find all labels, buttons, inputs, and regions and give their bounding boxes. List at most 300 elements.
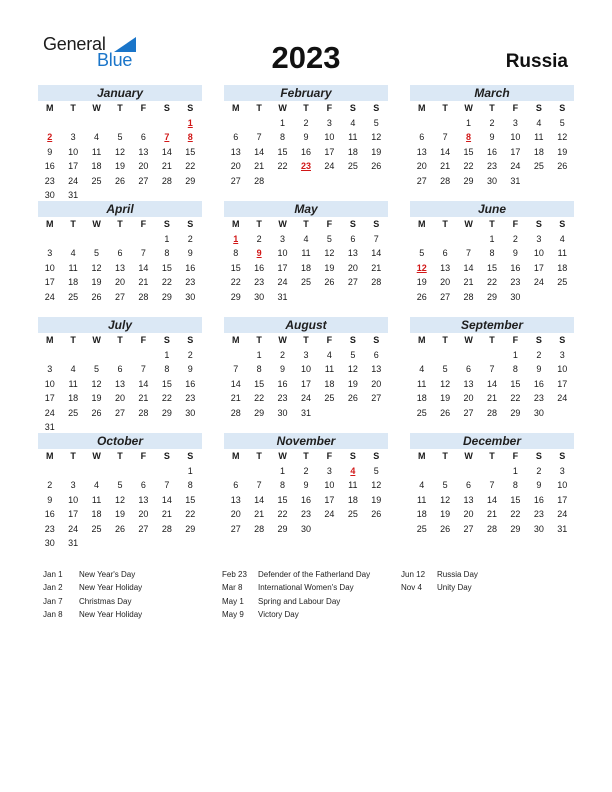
weekday-label: W xyxy=(92,219,101,229)
holiday-date: Feb 23 xyxy=(222,570,247,579)
day-cell: 21 xyxy=(463,277,474,287)
day-cell: 12 xyxy=(114,494,125,505)
day-cell: 19 xyxy=(557,146,568,157)
day-cell: 30 xyxy=(533,407,544,418)
day-cell: 5 xyxy=(326,233,332,244)
holiday-entry xyxy=(401,568,478,581)
day-cell: 22 xyxy=(185,161,196,171)
day-cell: 18 xyxy=(68,277,79,287)
day-cell: 13 xyxy=(416,146,427,157)
day-cell: 28 xyxy=(161,523,172,534)
day-cell: 3 xyxy=(536,233,542,244)
day-cell: 9 xyxy=(536,364,542,374)
empty-cell xyxy=(155,464,178,479)
day-cell: 5 xyxy=(117,132,123,142)
day-cell: 17 xyxy=(324,494,335,505)
day-cell: 14 xyxy=(161,146,172,157)
day-cell: 19 xyxy=(371,146,382,157)
day-cell: 3 xyxy=(47,364,53,374)
logo-word-blue: Blue xyxy=(97,50,133,70)
empty-cell xyxy=(433,464,456,479)
weekday-label: T xyxy=(489,451,495,461)
weekday-label: S xyxy=(349,451,356,461)
holiday-name: Russia Day xyxy=(437,570,478,579)
holiday-day-cell: 2 xyxy=(47,132,53,142)
day-cell: 30 xyxy=(510,291,521,302)
day-cell: 4 xyxy=(536,117,542,128)
day-cell: 18 xyxy=(68,393,79,403)
day-cell: 10 xyxy=(300,364,311,374)
holiday-entry xyxy=(43,568,142,581)
day-cell: 10 xyxy=(533,248,544,258)
day-cell: 26 xyxy=(371,161,382,171)
empty-cell xyxy=(108,348,131,363)
weekday-label: W xyxy=(92,451,101,461)
day-cell: 11 xyxy=(68,262,78,273)
day-cell: 18 xyxy=(347,494,358,505)
day-cell: 27 xyxy=(463,407,474,418)
day-cell: 31 xyxy=(68,190,79,200)
day-cell: 1 xyxy=(280,117,286,128)
day-cell: 28 xyxy=(254,523,265,534)
weekday-label: T xyxy=(70,219,76,229)
day-cell: 2 xyxy=(256,233,262,244)
day-cell: 14 xyxy=(138,378,149,389)
day-cell: 13 xyxy=(138,494,149,505)
day-cell: 9 xyxy=(512,248,518,258)
day-cell: 23 xyxy=(486,161,497,171)
weekday-label: S xyxy=(373,335,380,345)
day-cell: 2 xyxy=(303,465,309,476)
month-title: July xyxy=(38,317,202,333)
day-cell: 26 xyxy=(347,393,358,403)
day-cell: 5 xyxy=(350,349,356,360)
empty-cell xyxy=(38,116,61,131)
day-cell: 3 xyxy=(326,117,332,128)
day-cell: 29 xyxy=(510,523,521,534)
month-may xyxy=(224,201,388,304)
day-cell: 28 xyxy=(254,175,265,186)
day-cell: 31 xyxy=(68,538,79,548)
day-cell: 16 xyxy=(510,262,521,273)
day-cell: 25 xyxy=(416,523,427,534)
day-cell: 20 xyxy=(463,509,474,519)
day-cell: 21 xyxy=(371,262,382,273)
day-cell: 13 xyxy=(138,146,149,157)
day-cell: 6 xyxy=(350,233,356,244)
day-cell: 18 xyxy=(91,509,102,519)
country-name: Russia xyxy=(505,51,568,72)
day-cell: 19 xyxy=(114,509,125,519)
day-cell: 24 xyxy=(557,509,568,519)
weekday-label: W xyxy=(278,451,287,461)
weekday-label: S xyxy=(559,103,566,113)
weekday-label: M xyxy=(417,219,426,229)
weekday-label: F xyxy=(512,219,519,229)
holiday-date: Mar 8 xyxy=(222,583,243,593)
day-grid xyxy=(224,449,388,536)
day-cell: 27 xyxy=(138,175,149,186)
day-cell: 16 xyxy=(254,262,265,273)
day-cell: 11 xyxy=(417,378,427,389)
weekday-label: S xyxy=(163,451,170,461)
day-cell: 11 xyxy=(91,146,102,157)
day-cell: 31 xyxy=(44,422,55,432)
day-cell: 13 xyxy=(463,378,474,389)
weekday-label: T xyxy=(70,451,76,461)
day-cell: 13 xyxy=(230,146,241,157)
day-cell: 7 xyxy=(489,364,495,374)
weekday-label: S xyxy=(163,219,170,229)
day-cell: 26 xyxy=(91,407,102,418)
day-cell: 25 xyxy=(347,161,358,171)
day-cell: 7 xyxy=(442,132,448,142)
empty-cell xyxy=(132,232,155,247)
day-cell: 11 xyxy=(534,132,544,142)
month-january xyxy=(38,85,202,203)
day-cell: 8 xyxy=(489,248,495,258)
page-title: 2023 xyxy=(271,40,341,75)
day-cell: 31 xyxy=(557,523,568,534)
day-cell: 4 xyxy=(559,233,565,244)
day-cell: 18 xyxy=(533,146,544,157)
holiday-entry xyxy=(222,568,370,581)
day-cell: 19 xyxy=(324,262,335,273)
day-cell: 12 xyxy=(91,378,102,389)
month-march xyxy=(410,85,574,188)
day-cell: 25 xyxy=(91,523,102,534)
day-cell: 16 xyxy=(300,494,311,505)
empty-cell xyxy=(132,116,155,131)
holiday-name: Defender of the Fatherland Day xyxy=(258,570,371,579)
day-cell: 17 xyxy=(68,509,79,519)
day-cell: 20 xyxy=(440,277,451,287)
day-cell: 15 xyxy=(185,494,196,505)
day-cell: 19 xyxy=(371,494,382,505)
day-cell: 7 xyxy=(256,132,262,142)
day-cell: 11 xyxy=(324,364,335,374)
day-cell: 1 xyxy=(512,465,518,476)
day-cell: 3 xyxy=(326,465,332,476)
day-cell: 13 xyxy=(463,494,474,505)
weekday-label: W xyxy=(278,219,287,229)
day-cell: 15 xyxy=(254,378,265,389)
day-cell: 12 xyxy=(371,132,382,142)
day-cell: 23 xyxy=(44,523,55,534)
day-cell: 28 xyxy=(161,175,172,186)
weekday-label: M xyxy=(417,451,426,461)
holiday-name: International Women's Day xyxy=(258,583,354,593)
weekday-label: T xyxy=(442,335,448,345)
day-cell: 19 xyxy=(440,393,451,403)
month-title: October xyxy=(38,433,202,449)
day-cell: 11 xyxy=(417,494,427,505)
day-cell: 29 xyxy=(510,407,521,418)
day-cell: 4 xyxy=(303,233,309,244)
weekday-label: S xyxy=(535,335,542,345)
day-cell: 1 xyxy=(256,349,262,360)
day-cell: 12 xyxy=(371,480,382,490)
day-cell: 4 xyxy=(70,364,76,374)
empty-cell xyxy=(132,464,155,479)
day-cell: 17 xyxy=(557,494,568,505)
weekday-label: T xyxy=(70,103,76,113)
day-cell: 16 xyxy=(486,146,497,157)
day-cell: 21 xyxy=(138,393,149,403)
day-cell: 29 xyxy=(230,291,241,302)
day-cell: 30 xyxy=(185,291,196,302)
day-cell: 22 xyxy=(510,509,521,519)
day-cell: 12 xyxy=(324,248,335,258)
day-grid xyxy=(224,333,388,420)
empty-cell xyxy=(38,464,61,479)
day-cell: 11 xyxy=(91,494,102,505)
day-cell: 15 xyxy=(463,146,474,157)
day-cell: 13 xyxy=(114,262,125,273)
empty-cell xyxy=(480,348,503,363)
day-cell: 7 xyxy=(233,364,239,374)
day-cell: 15 xyxy=(161,378,172,389)
day-cell: 6 xyxy=(442,248,448,258)
day-cell: 18 xyxy=(300,262,311,273)
day-cell: 27 xyxy=(114,291,125,302)
weekday-label: T xyxy=(117,219,123,229)
month-title: April xyxy=(38,201,202,217)
day-grid xyxy=(410,333,574,420)
month-october xyxy=(38,433,202,551)
day-cell: 30 xyxy=(277,407,288,418)
day-cell: 2 xyxy=(47,480,53,490)
day-cell: 28 xyxy=(440,175,451,186)
day-cell: 15 xyxy=(185,146,196,157)
day-cell: 2 xyxy=(303,117,309,128)
day-cell: 11 xyxy=(557,248,567,258)
month-june xyxy=(410,201,574,304)
day-cell: 24 xyxy=(68,175,79,186)
day-cell: 9 xyxy=(303,480,309,490)
empty-cell xyxy=(410,464,433,479)
empty-cell xyxy=(61,116,84,131)
day-cell: 7 xyxy=(373,233,379,244)
day-cell: 9 xyxy=(489,132,495,142)
day-cell: 10 xyxy=(557,364,568,374)
day-cell: 2 xyxy=(187,233,193,244)
weekday-label: T xyxy=(303,103,309,113)
day-cell: 29 xyxy=(277,523,288,534)
day-cell: 6 xyxy=(140,480,146,490)
month-title: May xyxy=(224,201,388,217)
day-cell: 14 xyxy=(254,494,265,505)
month-title: January xyxy=(38,85,202,101)
day-cell: 29 xyxy=(161,407,172,418)
day-cell: 1 xyxy=(512,349,518,360)
day-cell: 5 xyxy=(373,117,379,128)
day-cell: 18 xyxy=(557,262,568,273)
day-cell: 21 xyxy=(254,161,265,171)
day-cell: 25 xyxy=(68,407,79,418)
day-cell: 12 xyxy=(440,494,451,505)
logo-word-general: General xyxy=(43,34,106,54)
empty-cell xyxy=(85,232,108,247)
day-cell: 3 xyxy=(559,465,565,476)
day-cell: 24 xyxy=(324,161,335,171)
day-cell: 11 xyxy=(348,480,358,490)
day-cell: 25 xyxy=(91,175,102,186)
weekday-label: S xyxy=(187,103,194,113)
day-cell: 16 xyxy=(533,494,544,505)
month-title: September xyxy=(410,317,574,333)
weekday-label: S xyxy=(535,219,542,229)
weekday-label: S xyxy=(187,219,194,229)
day-cell: 20 xyxy=(230,161,241,171)
day-cell: 25 xyxy=(416,407,427,418)
weekday-label: T xyxy=(489,219,495,229)
day-cell: 31 xyxy=(277,291,288,302)
holiday-day-cell: 8 xyxy=(466,132,472,142)
holiday-date: Jan 2 xyxy=(43,583,63,593)
day-cell: 9 xyxy=(47,146,53,157)
weekday-label: S xyxy=(187,451,194,461)
day-cell: 23 xyxy=(277,393,288,403)
holiday-date: Jan 1 xyxy=(43,570,63,579)
day-cell: 26 xyxy=(440,523,451,534)
weekday-label: S xyxy=(163,335,170,345)
weekday-label: F xyxy=(140,451,147,461)
day-cell: 19 xyxy=(91,393,102,403)
day-cell: 17 xyxy=(277,262,288,273)
day-cell: 30 xyxy=(44,190,55,200)
day-cell: 6 xyxy=(140,132,146,142)
day-cell: 11 xyxy=(348,132,358,142)
day-cell: 20 xyxy=(114,277,125,287)
weekday-label: S xyxy=(559,219,566,229)
day-cell: 8 xyxy=(187,480,193,490)
weekday-label: T xyxy=(117,335,123,345)
day-cell: 16 xyxy=(300,146,311,157)
empty-cell xyxy=(38,232,61,247)
holiday-column xyxy=(222,568,370,621)
day-cell: 8 xyxy=(233,248,239,258)
weekday-label: M xyxy=(45,219,54,229)
day-cell: 5 xyxy=(117,480,123,490)
weekday-label: M xyxy=(417,335,426,345)
day-cell: 18 xyxy=(347,146,358,157)
holiday-day-cell: 9 xyxy=(256,248,262,258)
day-cell: 28 xyxy=(463,291,474,302)
weekday-label: F xyxy=(512,335,519,345)
day-cell: 8 xyxy=(512,480,518,490)
day-cell: 23 xyxy=(533,509,544,519)
day-cell: 5 xyxy=(442,480,448,490)
day-cell: 9 xyxy=(187,364,193,374)
month-september xyxy=(410,317,574,420)
day-cell: 4 xyxy=(419,364,425,374)
day-cell: 13 xyxy=(347,248,358,258)
day-cell: 1 xyxy=(466,117,472,128)
month-title: June xyxy=(410,201,574,217)
weekday-label: T xyxy=(489,335,495,345)
day-cell: 10 xyxy=(44,262,55,273)
day-cell: 15 xyxy=(277,146,288,157)
weekday-label: T xyxy=(489,103,495,113)
day-cell: 27 xyxy=(230,523,241,534)
day-cell: 6 xyxy=(466,480,472,490)
day-cell: 10 xyxy=(68,146,79,157)
month-title: December xyxy=(410,433,574,449)
day-cell: 18 xyxy=(416,393,427,403)
day-cell: 22 xyxy=(161,277,172,287)
day-cell: 3 xyxy=(559,349,565,360)
empty-cell xyxy=(224,116,247,131)
day-cell: 21 xyxy=(440,161,451,171)
empty-cell xyxy=(108,464,131,479)
weekday-label: F xyxy=(326,335,333,345)
day-cell: 22 xyxy=(277,509,288,519)
day-cell: 19 xyxy=(91,277,102,287)
day-cell: 28 xyxy=(138,407,149,418)
day-cell: 17 xyxy=(44,277,55,287)
day-cell: 7 xyxy=(256,480,262,490)
weekday-label: S xyxy=(535,103,542,113)
holiday-entry xyxy=(43,595,142,608)
weekday-label: T xyxy=(442,219,448,229)
day-cell: 22 xyxy=(510,393,521,403)
day-cell: 12 xyxy=(114,146,125,157)
day-cell: 21 xyxy=(161,161,172,171)
day-cell: 16 xyxy=(185,262,196,273)
day-cell: 27 xyxy=(347,277,358,287)
empty-cell xyxy=(457,232,480,247)
day-cell: 24 xyxy=(557,393,568,403)
month-february xyxy=(224,85,388,188)
day-cell: 31 xyxy=(510,175,521,186)
day-cell: 10 xyxy=(324,480,335,490)
weekday-label: T xyxy=(303,219,309,229)
month-title: February xyxy=(224,85,388,101)
day-cell: 13 xyxy=(230,494,241,505)
day-cell: 16 xyxy=(44,509,55,519)
empty-cell xyxy=(108,232,131,247)
holiday-name: New Year Holiday xyxy=(79,583,143,593)
day-cell: 9 xyxy=(187,248,193,258)
holiday-name: Unity Day xyxy=(437,583,472,593)
day-cell: 25 xyxy=(300,277,311,287)
day-cell: 20 xyxy=(347,262,358,273)
weekday-label: T xyxy=(117,451,123,461)
day-cell: 6 xyxy=(117,248,123,258)
day-grid xyxy=(38,217,202,304)
day-cell: 6 xyxy=(117,364,123,374)
weekday-label: T xyxy=(303,451,309,461)
day-grid xyxy=(410,449,574,536)
day-cell: 7 xyxy=(140,364,146,374)
day-cell: 14 xyxy=(440,146,451,157)
day-cell: 10 xyxy=(277,248,288,258)
day-cell: 27 xyxy=(416,175,427,186)
day-cell: 4 xyxy=(70,248,76,258)
day-cell: 14 xyxy=(138,262,149,273)
day-cell: 29 xyxy=(161,291,172,302)
day-cell: 5 xyxy=(94,364,100,374)
day-cell: 17 xyxy=(324,146,335,157)
day-cell: 30 xyxy=(44,538,55,548)
day-cell: 14 xyxy=(486,378,497,389)
day-cell: 14 xyxy=(230,378,241,389)
weekday-label: S xyxy=(349,335,356,345)
weekday-label: T xyxy=(70,335,76,345)
empty-cell xyxy=(85,348,108,363)
empty-cell xyxy=(38,348,61,363)
